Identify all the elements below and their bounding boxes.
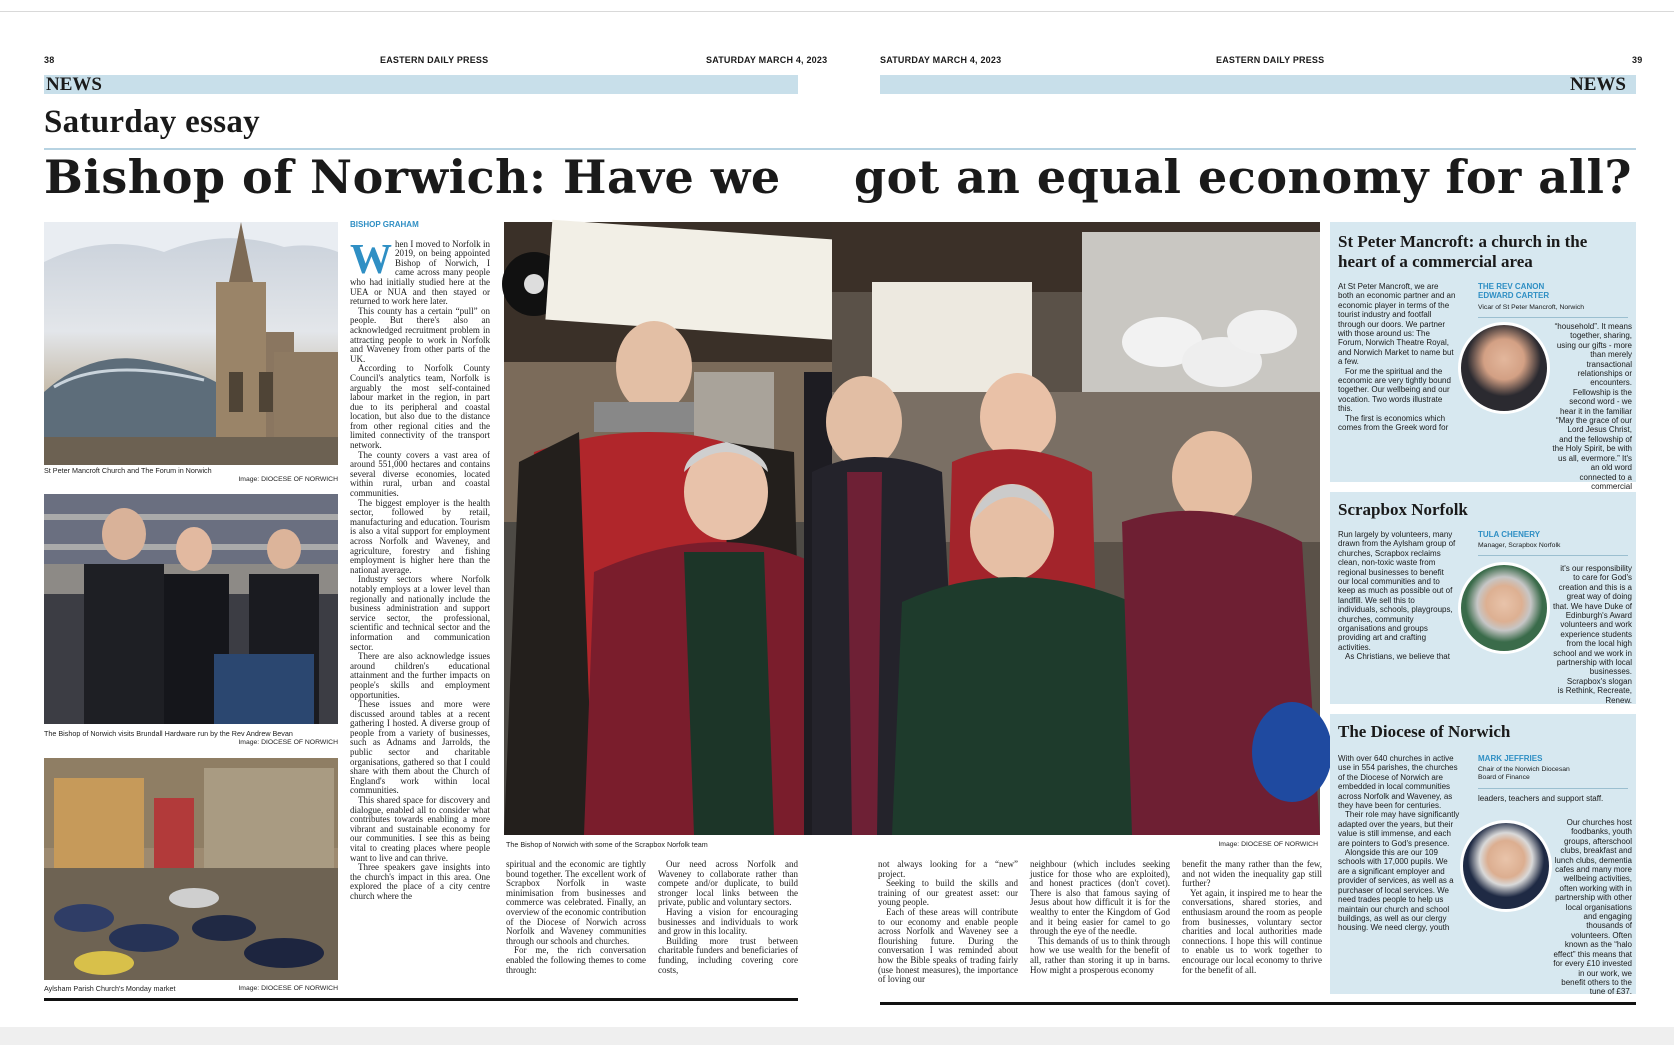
article-paragraph: These issues and more were discussed around tables at a recent gathering I hosted. A diverse group of people from a variety of businesses, such as Adnams and Jarrolds, the public sector and charitable organisations, gathered so that I could share with them about the Church of England's work within local communities. [350, 699, 490, 796]
portrait-mark-jeffries [1460, 820, 1552, 912]
sidebar-text-right-top [1478, 794, 1628, 816]
sidebar-paragraph: leaders, teachers and support staff. [1478, 794, 1604, 803]
sidebar-rule [1478, 555, 1628, 556]
article-end-rule-right [880, 1002, 1636, 1005]
article-paragraph: For me, the rich conversation enabled the following themes to come through: [506, 945, 646, 975]
article-paragraph: This county has a certain “pull” on people. But there's also an acknowledged recruitment problem in attracting people to work in Norfolk and Waveney from other parts of the UK. [350, 305, 490, 364]
article-paragraph: not always looking for a “new” project. [878, 859, 1018, 879]
article-paragraph: According to Norfolk County Council's analytics team, Norfolk is arguably the most self-contained labour market in the region, in part due to its peripheral and coastal location, but also due to the distance from other regional cities and the limited connectivity of the transport network. [350, 363, 490, 451]
sidebar-text-left [1338, 282, 1456, 477]
date: SATURDAY MARCH 4, 2023 [880, 55, 1002, 65]
sidebar-text-right [1552, 564, 1632, 705]
hardware-caption: The Bishop of Norwich visits Brundall Hardware run by the Rev Andrew Bevan [44, 729, 293, 738]
article-paragraph: hen I moved to Norfolk in 2019, on being appointed Bishop of Norwich, I came across many people who had initially studied here at the UEA or NUA and then stayed or returned to work here later. [350, 238, 490, 307]
church-caption: St Peter Mancroft Church and The Forum in Norwich [44, 466, 212, 475]
sidebar-text-left [1338, 530, 1456, 700]
church-credit: Image: DIOCESE OF NORWICH [238, 476, 338, 483]
main-photo-left [504, 222, 832, 835]
article-paragraph: Industry sectors where Norfolk notably employs at a lower level than regionally and nationally include the business administration and support service sector, the professional, scientific and technical sector and the information and communication sector. [350, 574, 490, 652]
sidebar-paragraph: For me the spiritual and the economic are very tightly bound together. Our wellbeing and our vocation. Two words illustrate this. [1338, 366, 1451, 414]
left-page [0, 0, 832, 1045]
sidebar-author-name: TULA CHENERY [1478, 530, 1541, 539]
article-paragraph: spiritual and the economic are tightly bound together. The excellent work of Scrapbox Norfolk in waste minimisation from businesses and commerce was celebrated. Finally, an overview of the economic contribution of the Diocese of Norwich across Norfolk and Waveney communities through our schools and churches. [506, 859, 646, 946]
sidebar-paragraph: Our churches host foodbanks, youth groups, afterschool clubs, breakfast and lunch clubs, dementia cafes and many more wellbeing activities, often working with in partnership with other local organisations and engaging thousands of volunteers. Often known as the “halo effect” this means that for every £10 invested in our work, we benefit others to the tune of £37. [1553, 818, 1632, 997]
sidebar-paragraph: With over 640 churches in active use in 554 parishes, the churches of the Diocese of Norwich are embedded in local communities across Norfolk and Waveney, as they have been for centuries. [1338, 754, 1458, 811]
article-paragraph: Yet again, it inspired me to hear the conversations, shared stories, and enthusiasm around the room as people from businesses, voluntary sector charities and local authorities made connections. I hope this will continue to enable us to work together to encourage our local economy to thrive for the benefit of all. [1182, 887, 1322, 975]
paper-name: EASTERN DAILY PRESS [1216, 55, 1325, 65]
article-end-rule-left [44, 998, 798, 1001]
byline: BISHOP GRAHAM [350, 220, 419, 229]
article-paragraph: The county covers a vast area of around 551,000 hectares and contains several diverse economies, located within rural, urban and coastal communities. [350, 449, 490, 499]
headline-part1: Bishop of Norwich: Have we [44, 150, 781, 204]
scrapbox-team-illustration-left [504, 222, 832, 835]
hardware-photo [44, 494, 338, 724]
article-column-2 [506, 860, 646, 995]
scrapbox-team-illustration-right [832, 222, 1320, 835]
sidebar-paragraph: Fellowship is the second word - we hear it in the familiar “May the grace of our Lord Jesus Christ, and the fellowship of the Holy Spirit, be with us all, evermore.” It's an old word connected to a commercial [1552, 387, 1632, 491]
sidebar-title: Scrapbox Norfolk [1338, 500, 1468, 519]
article-column-1 [350, 220, 490, 995]
sidebar-author-role: Vicar of St Peter Mancroft, Norwich [1478, 304, 1585, 311]
page-number: 39 [1632, 55, 1643, 65]
article-column-4 [878, 860, 1018, 995]
market-illustration [44, 758, 338, 980]
sidebar-author-role: Manager, Scrapbox Norfolk [1478, 542, 1561, 549]
right-page [832, 0, 1674, 1045]
article-paragraph: benefit the many rather than the few, and not widen the inequality gap still further? [1182, 859, 1322, 889]
article-paragraph: Our need across Norfolk and Waveney to collaborate rather than compete and/or duplicate, to build stronger local links between the private, public and voluntary sectors. [658, 859, 798, 908]
main-photo-credit: Image: DIOCESE OF NORWICH [1218, 841, 1318, 848]
sidebar-title: The Diocese of Norwich [1338, 722, 1511, 741]
market-caption: Aylsham Parish Church's Monday market [44, 984, 176, 993]
page-number: 38 [44, 55, 55, 65]
portrait-tula-chenery [1458, 562, 1550, 654]
headline-part2: got an equal economy for all? [854, 150, 1632, 204]
sidebar-paragraph: Scrapbox's slogan is Rethink, Recreate, Renew. [1557, 676, 1632, 705]
hardware-credit: Image: DIOCESE OF NORWICH [238, 739, 338, 746]
article-paragraph: This shared space for discovery and dialogue, enabled all to consider what contributes towards enabling a more vibrant and sustainable economy for our communities. I see this as being vital to creating places where people want to live and can thrive. [350, 795, 490, 863]
article-paragraph: There are also acknowledge issues around children's educational attainment and the further impacts on people's skills and employment opportunities. [350, 651, 490, 700]
sidebar-paragraph: As Christians, we believe that [1345, 652, 1450, 662]
sidebar-text-right [1552, 322, 1632, 491]
church-photo [44, 222, 338, 465]
church-illustration [44, 222, 338, 465]
sidebar-paragraph: Run largely by volunteers, many drawn from the Aylsham group of churches, Scrapbox reclaims clean, non-toxic waste from regional businesses to benefit our local communities and to keep as much as possible out of landfill. We sell this to individuals, schools, playgroups, churches, community organisations and groups providing art and crafting activities. [1338, 530, 1456, 652]
sidebar-diocese-of-norwich [1330, 714, 1636, 997]
hardware-illustration [44, 494, 338, 724]
main-photo-right [832, 222, 1320, 835]
dropcap: W [350, 236, 392, 283]
sidebar-author-name: THE REV CANON EDWARD CARTER [1478, 282, 1550, 300]
news-bar [44, 75, 798, 94]
article-paragraph: This demands of us to think through how we use wealth for the benefit of all, rather than storing it up in barns. How might a prosperous economy [1030, 935, 1170, 975]
sidebar-paragraph: Alongside this are our 109 schools with 17,000 pupils. We are a significant employer and provider of services, as well as a purchaser of local services. We need trades people to help us maintain our church and school buildings, as well as our clergy housing. We need clergy, youth [1338, 848, 1454, 933]
sidebar-paragraph: At St Peter Mancroft, we are both an economic partner and an economic player in terms of the tourist industry and footfall through our doors. We partner with those around us: The Forum, Norwich Theatre Royal, and Norwich Market to name but a few. [1338, 282, 1456, 367]
article-paragraph: Three speakers gave insights into the church's impact in this area. One explored the place of a city centre church where the [350, 862, 490, 901]
article-paragraph: Having a vision for encouraging businesses and individuals to work and grow in this locality. [658, 906, 798, 937]
section-label: NEWS [1570, 74, 1626, 95]
section-label: NEWS [46, 74, 102, 95]
article-paragraph: neighbour (which includes seeking justice for those who are exploited), and honest practices (don't covet). There is also that famous saying of Jesus about how difficult it is for the wealthy to enter the Kingdom of God and it being easier for camel to go through the eye of the needle. [1030, 859, 1170, 937]
market-photo [44, 758, 338, 980]
news-bar [880, 75, 1636, 94]
sidebar-author-role: Chair of the Norwich Diocesan Board of Finance [1478, 766, 1570, 781]
sidebar-scrapbox-norfolk [1330, 492, 1636, 704]
kicker: Saturday essay [44, 104, 260, 140]
market-credit: Image: DIOCESE OF NORWICH [238, 985, 338, 992]
bottom-page-edge [0, 1027, 1674, 1045]
sidebar-rule [1478, 788, 1628, 789]
sidebar-paragraph: Their role may have significantly adapted over the years, but their value is still immense, and each are pointers to God's presence. [1338, 810, 1460, 848]
article-paragraph: The biggest employer is the health sector, followed by retail, manufacturing and education. Tourism is also a vital support for employment across Norfolk and Waveney, and agriculture, forestry and fishing employment is higher here than the national average. [350, 497, 490, 575]
sidebar-text-left [1338, 754, 1460, 990]
sidebar-st-peter-mancroft [1330, 222, 1636, 491]
main-photo-caption: The Bishop of Norwich with some of the Scrapbox Norfolk team [506, 840, 708, 849]
sidebar-paragraph: “household”. It means together, sharing, using our gifts - more than merely transactional relationships or encounters. [1554, 322, 1632, 388]
article-column-6 [1182, 860, 1322, 995]
paper-name: EASTERN DAILY PRESS [380, 55, 489, 65]
sidebar-rule [1478, 317, 1628, 318]
sidebar-title: St Peter Mancroft: a church in the heart of a commercial area [1338, 232, 1588, 271]
sidebar-paragraph: it's our responsibility to care for God's creation and this is a great way of doing that. We have Duke of Edinburgh's Award volunteers and work experience students from the local high school and we work in partnership with local businesses. [1552, 564, 1632, 677]
article-paragraph: Each of these areas will contribute to our economy and enable people across Norfolk and Waveney see a flourishing future. During the conversation I was reminded about how the Bible speaks of trading fairly (use honest measures), the importance of loving our [878, 906, 1018, 985]
sidebar-author-name: MARK JEFFRIES [1478, 754, 1543, 763]
date: SATURDAY MARCH 4, 2023 [706, 55, 828, 65]
article-paragraph: Seeking to build the skills and training of our greatest asset: our young people. [878, 878, 1018, 908]
portrait-edward-carter [1458, 322, 1550, 414]
article-column-5 [1030, 860, 1170, 995]
sidebar-paragraph: The first is economics which comes from the Greek word for [1338, 413, 1449, 433]
sidebar-text-right [1552, 818, 1632, 997]
article-column-3 [658, 860, 798, 995]
article-paragraph: Building more trust between charitable funders and beneficiaries of funding, including covering core costs, [658, 935, 798, 975]
